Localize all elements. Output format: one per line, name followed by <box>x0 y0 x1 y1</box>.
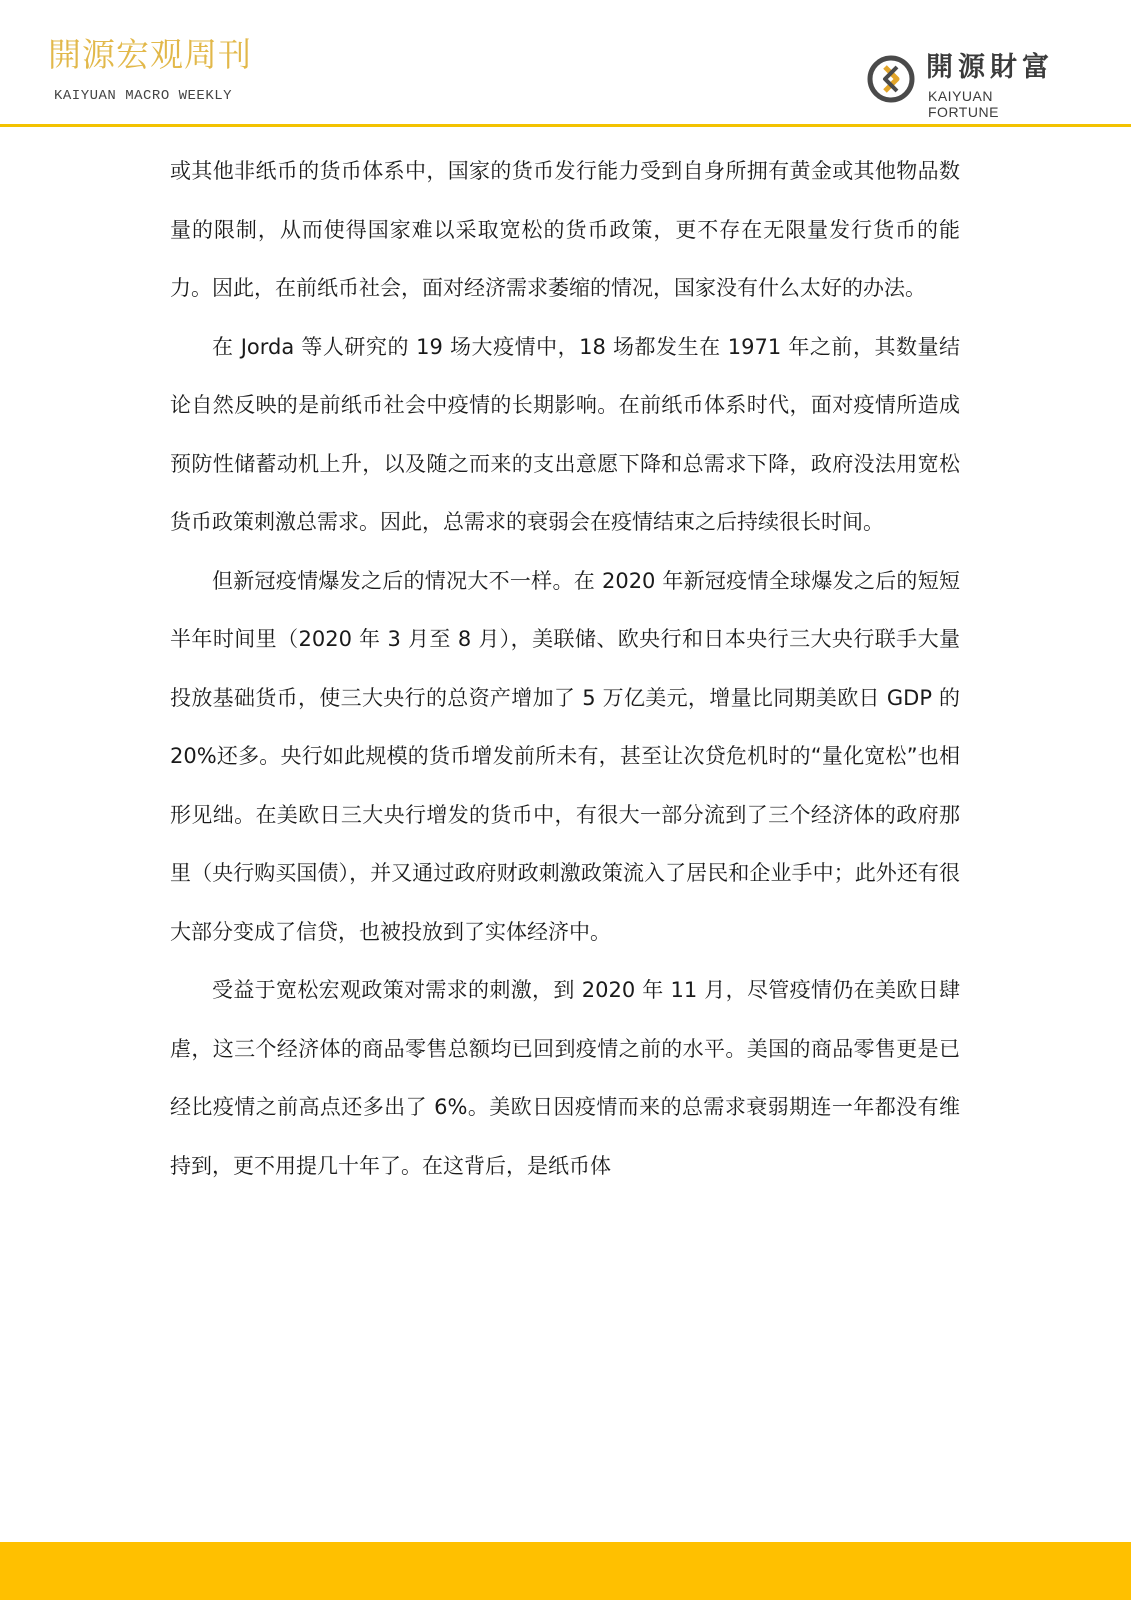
publication-subtitle: KAIYUAN MACRO WEEKLY <box>54 88 233 104</box>
paragraph-retail-recovery: 受益于宽松宏观政策对需求的刺激，到 2020 年 11 月，尽管疫情仍在美欧日肆虐，这三个经济体的商品零售总额均已回到疫情之前的水平。美国的商品零售更是已经比疫情之前高点还多出了 6%。美欧日因疫情而来的总需求衰弱期连一年都没有维持到，更不用提几十年了。在这背后，是纸币体 <box>170 978 960 1178</box>
paragraph-jorda-study: 在 Jorda 等人研究的 19 场大疫情中，18 场都发生在 1971 年之前，其数量结论自然反映的是前纸币社会中疫情的长期影响。在前纸币体系时代，面对疫情所造成预防性储蓄动机上升，以及随之而来的支出意愿下降和总需求下降，政府没法用宽松货币政策刺激总需求。因此，总需求的衰弱会在疫情结束之后持续很长时间。 <box>170 334 960 534</box>
paragraph-covid-stimulus: 但新冠疫情爆发之后的情况大不一样。在 2020 年新冠疫情全球爆发之后的短短半年时间里（2020 年 3 月至 8 月），美联储、欧央行和日本央行三大央行联手大量投放基础货币，使三大央行的总资产增加了 5 万亿美元，增量比同期美欧日 GDP 的 20%还多。央行如此规模的货币增发前所未有，甚至让次贷危机时的“量化宽松”也相形见绌。在美欧日三大央行增发的货币中，有很大一部分流到了三个经济体的政府那里（央行购买国债），并又通过政府财政刺激政策流入了居民和企业手中；此外还有很大部分变成了信贷，也被投放到了实体经济中。 <box>170 568 960 944</box>
page-header <box>0 0 1131 126</box>
header-divider <box>0 124 1131 127</box>
logo-english-text: KAIYUAN FORTUNE <box>928 88 999 120</box>
paragraph-continued: 或其他非纸币的货币体系中，国家的货币发行能力受到自身所拥有黄金或其他物品数量的限制，从而使得国家难以采取宽松的货币政策，更不存在无限量发行货币的能力。因此，在前纸币社会，面对经济需求萎缩的情况，国家没有什么太好的办法。 <box>170 159 960 300</box>
kaiyuan-logo-icon <box>866 54 916 104</box>
logo-chinese-text: 開源財富 <box>926 52 1054 83</box>
footer-bar <box>0 1542 1131 1600</box>
publication-title: 開源宏观周刊 <box>48 35 252 74</box>
company-logo <box>866 52 1066 120</box>
article-body <box>170 142 960 1195</box>
